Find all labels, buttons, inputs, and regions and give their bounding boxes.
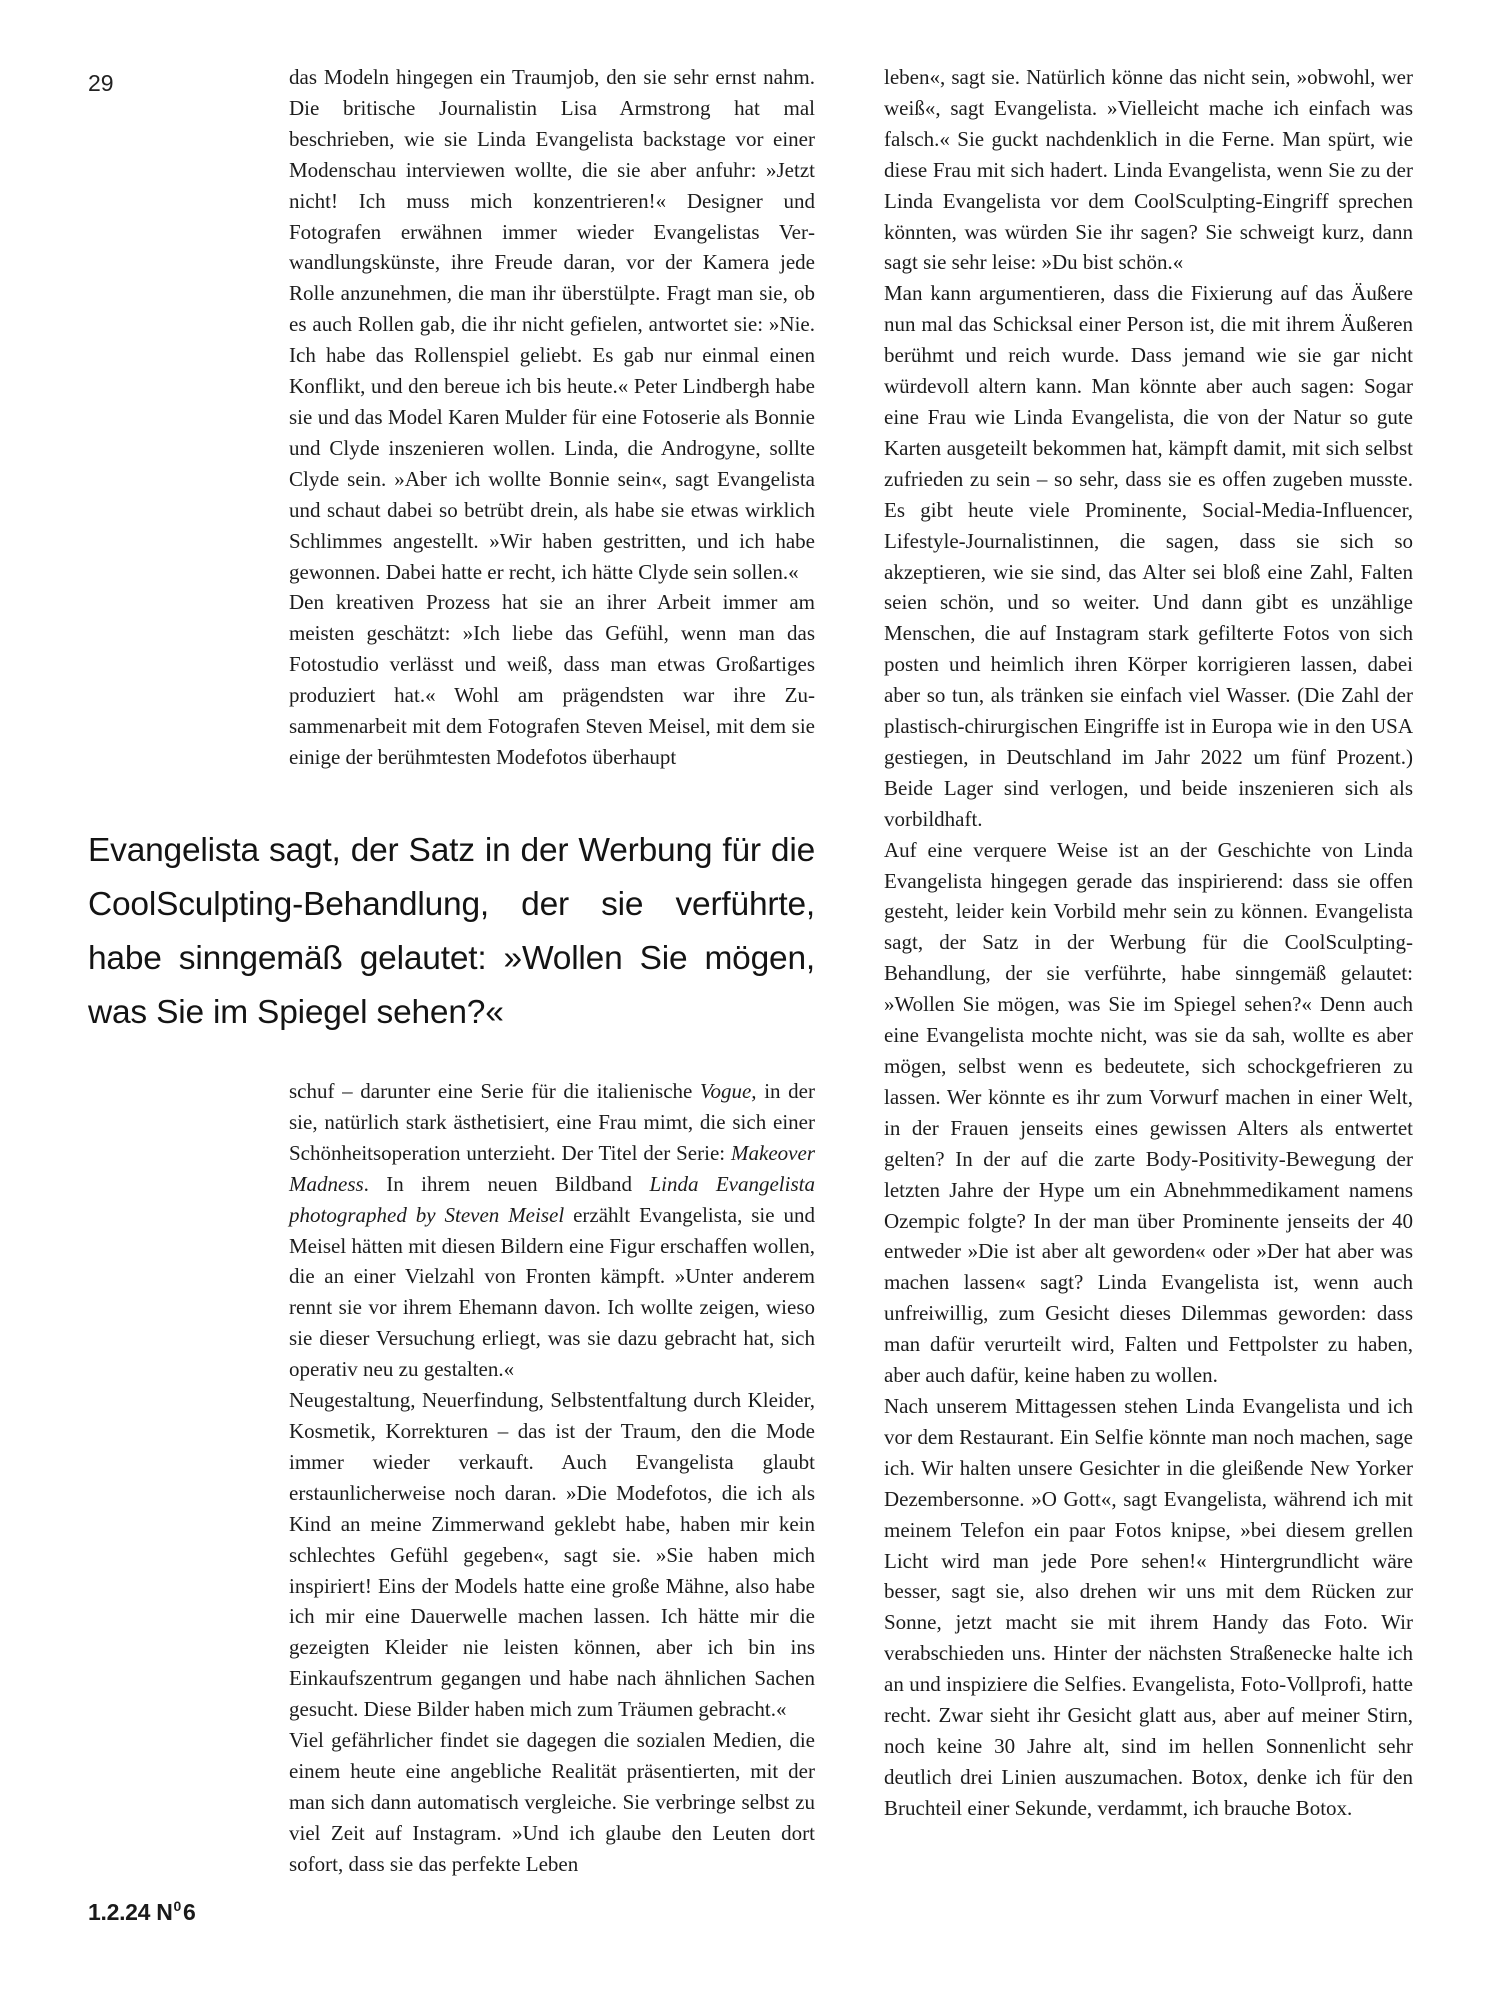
- text-run: erzählt Evangelista, sie und Meisel hätten mit diesen Bildern eine Figur erschaffen wollen, die an einer Vielzahl von Fronten kämpft. »Unter anderem rennt sie vor ihrem Ehemann davon. Ich wollte zeigen, wieso sie dieser Versuchung erliegt, was sie dazu gebracht hat, sich operativ neu zu gestalten.«: [289, 1202, 816, 1382]
- article-paragraph: Neugestaltung, Neuerfindung, Selbstentfaltung durch Kleider, Kosmetik, Korrekturen – das ist der Traum, den die Mode immer wieder verkauft. Auch Evangelista glaubt erstaunlicherweise noch daran. »Die Modefotos, die ich als Kind an meine Zimmerwand geklebt habe, haben mir kein schlechtes Gefühl gegeben«, sagt sie. »Sie haben mich inspiriert! Eins der Models hatte eine große Mähne, also habe ich mir eine Dauerwelle machen lassen. Ich hätte mir die gezeigten Kleider nie leisten können, aber ich bin ins Einkaufszentrum gegangen und habe nach ähnlichen Sachen gesucht. Diese Bilder haben mich zum Träumen gebracht.«: [289, 1388, 815, 1722]
- article-paragraph: leben«, sagt sie. Natürlich könne das nicht sein, »obwohl, wer weiß«, sagt Evangelista. »Vielleicht mache ich einfach was falsch.« Sie guckt nachdenklich in die Ferne. Man spürt, wie diese Frau mit sich hadert. Linda Evangelista, wenn Sie zu der Linda Evangelista vor dem CoolSculpting-Eingriff sprechen könnten, was würden Sie ihr sagen? Sie schweigt kurz, dann sagt sie sehr leise: »Du bist schön.«: [884, 65, 1413, 275]
- article-paragraph: [289, 1076, 815, 1385]
- article-paragraph: das Modeln hingegen ein Traumjob, den sie sehr ernst nahm. Die britische Journalistin Lisa Armstrong hat mal beschrieben, wie sie Linda Evangelista backstage vor einer Modenschau interviewen wollte, die sie aber anfuhr: »Jetzt nicht! Ich muss mich konzentrieren!« Designer und Fotografen erwähnen immer wieder Evangelistas Verwandlungskünste, ihre Freude daran, vor der Kamera jede Rolle anzunehmen, die man ihr überstülpte. Fragt man sie, ob es auch Rollen gab, die ihr nicht gefielen, antwortet sie: »Nie. Ich habe das Rollenspiel geliebt. Es gab nur einmal einen Konflikt, und den bereue ich bis heute.« Peter Lindbergh habe sie und das Model Karen Mulder für eine Fotoserie als Bonnie und Clyde inszenieren wollen. Linda, die Androgyne, sollte Clyde sein. »Aber ich wollte Bonnie sein«, sagt Evangelista und schaut dabei so betrübt drein, als habe sie etwas wirklich Schlimmes angestellt. »Wir haben gestritten, und ich habe gewonnen. Dabei hatte er recht, ich hätte Clyde sein sollen.«: [289, 65, 815, 584]
- text-run: in der sie, natürlich stark ästhetisiert, eine Frau mimt, die sich einer Schönheitsoperation unterzieht. Der Titel der Serie:: [289, 1079, 815, 1165]
- article-paragraph: Den kreativen Prozess hat sie an ihrer Arbeit immer am meisten geschätzt: »Ich liebe das Gefühl, wenn man das Fotostudio verlässt und weiß, dass man etwas Großartiges produziert hat.« Wohl am prägendsten war ihre Zusammenarbeit mit dem Fotografen Steven Meisel, mit dem sie einige der berühmtesten Modefotos überhaupt: [289, 590, 815, 769]
- text-run: . In ihrem neuen Bildband: [363, 1171, 650, 1196]
- issue-date: 1.2.24 N: [88, 1899, 173, 1925]
- article-paragraph: Nach unserem Mittagessen stehen Linda Evangelista und ich vor dem Restaurant. Ein Selfie könnte man noch machen, sage ich. Wir halten unsere Gesichter in die gleißende New Yorker Dezembersonne. »O Gott«, sagt Evangelista, während ich mit meinem Telefon ein paar Fotos knipse, »bei diesem grellen Licht wird man jede Pore sehen!« Hintergrundlicht wäre besser, sagt sie, also drehen wir uns mit dem Rücken zur Sonne, jetzt macht sie mit ihrem Handy das Foto. Wir verabschieden uns. Hinter der nächsten Straßenecke halte ich an und inspiziere die Selfies. Evangelista, Foto-Vollprofi, hatte recht. Zwar sieht ihr Gesicht glatt aus, aber auf meiner Stirn, noch keine 30 Jahre alt, sind im hellen Sonnenlicht sehr deutlich drei Linien auszumachen. Botox, denke ich für den Bruchteil einer Sekunde, verdammt, ich brauche Botox.: [884, 1393, 1413, 1820]
- article-paragraph: Viel gefährlicher findet sie dagegen die sozialen Medien, die einem heute eine angebliche Realität präsentierten, mit der man sich dann automatisch vergleiche. Sie verbringe selbst zu viel Zeit auf Instagram. »Und ich glaube den Leuten dort sofort, dass sie das perfekte Leben: [289, 1728, 815, 1876]
- article-paragraph: Auf eine verquere Weise ist an der Geschichte von Linda Evangelista hingegen gerade das inspirierend: dass sie offen gesteht, leider kein Vorbild mehr sein zu können. Evangelista sagt, der Satz in der Werbung für die CoolSculpting-Behandlung, der sie verführte, habe sinngemäß gelautet: »Wollen Sie mögen, was Sie im Spiegel sehen?« Denn auch eine Evangelista mochte nicht, was sie da sah, wollte es aber mögen, selbst wenn es bedeutete, sich schockgefrieren zu lassen. Wer könnte es ihr zum Vorwurf machen in einer Welt, in der Frauen jenseits eines gewissen Alters als entwertet gelten? In der auf die zarte Body-Positivity-Bewegung der letzten Jahre der Hype um ein Abnehmmedikament namens Ozempic folgte? In der man über Prominente jenseits der 40 entweder »Die ist aber alt geworden« oder »Der hat aber was machen lassen« sagt? Linda Evangelista ist, wenn auch unfreiwillig, zum Gesicht dieses Dilemmas geworden: dass man dafür verurteilt wird, Falten und Fettpolster zu haben, aber auch dafür, keine haben zu wollen.: [884, 837, 1413, 1388]
- issue-footer: [88, 1898, 196, 1926]
- book-title: Linda Evangelista photographed by Steven Meisel: [289, 1171, 815, 1227]
- issue-number: 6: [183, 1899, 196, 1925]
- text-run: schuf – darunter eine Serie für die italienische: [289, 1079, 700, 1103]
- page-number: 29: [88, 70, 114, 96]
- article-column-left-top: [289, 62, 815, 773]
- pull-quote: [88, 824, 815, 1040]
- magazine-title-vogue: Vogue,: [699, 1079, 757, 1103]
- article-column-right: [884, 62, 1413, 1824]
- issue-number-sign: 0: [173, 1898, 182, 1914]
- pull-quote-text: Evangelista sagt, der Satz in der Werbung für die CoolSculpting-Behandlung, der sie verführte, habe sinngemäß gelautet: »Wollen Sie mögen, was Sie im Spiegel sehen?«: [88, 832, 815, 1031]
- series-title: Makeover Madness: [289, 1140, 815, 1196]
- article-paragraph: Man kann argumentieren, dass die Fixierung auf das Äußere nun mal das Schicksal einer Person ist, die mit ihrem Äußeren berühmt und reich wurde. Dass jemand wie sie gar nicht würdevoll altern kann. Man könnte aber auch sagen: Sogar eine Frau wie Linda Evangelista, die von der Natur so gute Karten ausgeteilt bekommen hat, kämpft damit, mit sich selbst zufrieden zu sein – so sehr, dass sie es offen zugeben musste. Es gibt heute viele Prominente, Social-Media-Influencer, Lifestyle-Journalistinnen, die sagen, dass sie sich so akzeptieren, wie sie sind, das Alter sei bloß eine Zahl, Falten seien schön, und so weiter. Und dann gibt es unzählige Menschen, die auf Instagram stark gefilterte Fotos von sich posten und heimlich ihren Körper korrigieren lassen, dabei aber so tun, als tränken sie einfach viel Wasser. (Die Zahl der plastisch-chirurgischen Eingriffe ist in Europa wie in den USA gestiegen, in Deutschland im Jahr 2022 um fünf Prozent.) Beide Lager sind verlogen, und beide inszenieren sich als vorbildhaft.: [884, 281, 1413, 831]
- article-column-left-bottom: [289, 1076, 815, 1880]
